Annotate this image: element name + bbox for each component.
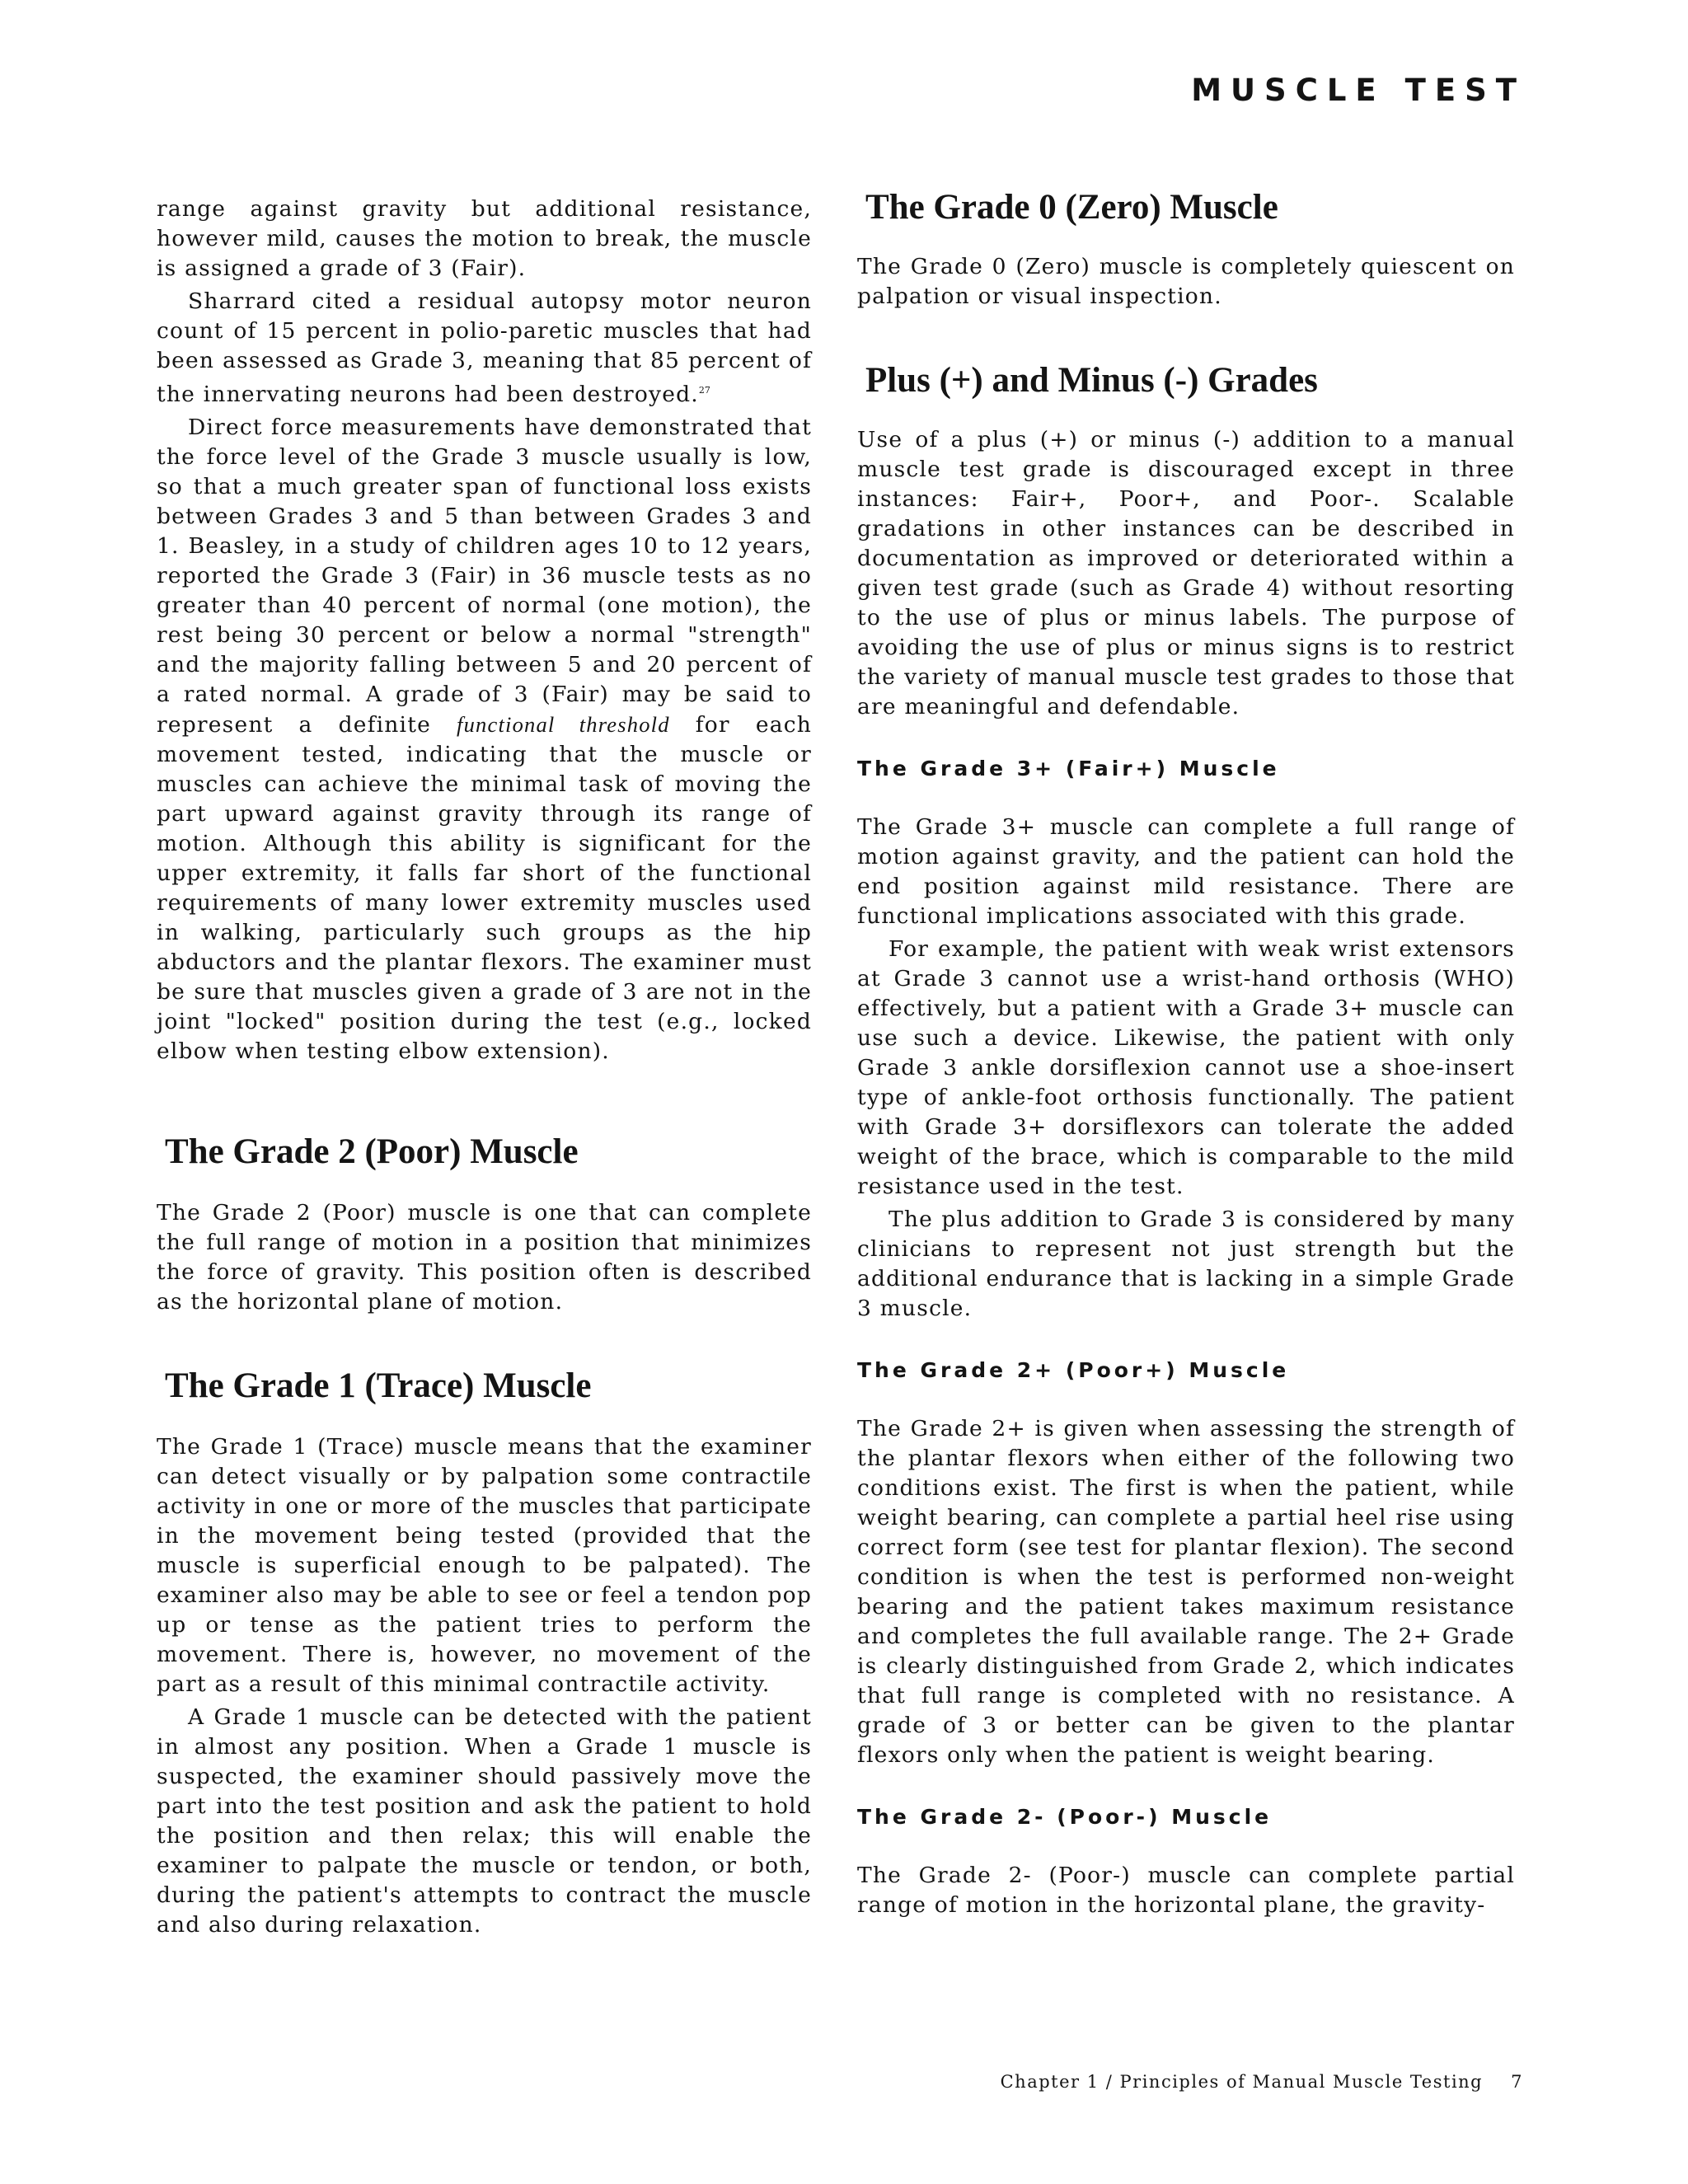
- paragraph-grade-3-plus-c: The plus addition to Grade 3 is considered by many clinicians to represent not just strength but the additional endurance that is lacking in a simple Grade 3 muscle.: [857, 1207, 1515, 1321]
- paragraph-grade-1-a: The Grade 1 (Trace) muscle means that the examiner can detect visually or by palpation some contractile activity in one or more of the muscles that participate in the movement being tested (provided that the muscle is superficial enough to be palpated). The examiner also may be able to see or feel a tendon pop up or tense as the patient tries to perform the movement. There is, however, no movement of the part as a result of this minimal contractile activity.: [157, 1433, 812, 1697]
- paragraph-direct-force-a: Direct force measurements have demonstrated that the force level of the Grade 3 muscle usually is low, so that a much greater span of functional loss exists between Grades 3 and 5 than between Grades 3 and 1. Beasley, in a study of children ages 10 to 12 years, reported the Grade 3 (Fair) in 36 muscle tests as no greater than 40 percent of normal (one motion), the rest being 30 percent or below a normal "strength" and the majority falling between 5 and 20 percent of a rated normal. A grade of 3 (Fair) may be said to represent a definite: [157, 414, 812, 738]
- footer-chapter: Chapter 1 / Principles of Manual Muscle Testing: [1000, 2072, 1484, 2092]
- reference-superscript: 27: [698, 385, 710, 396]
- paragraph-grade-2: The Grade 2 (Poor) muscle is one that can complete the full range of motion in a position that minimizes the force of gravity. This position often is described as the horizontal plane of motion.: [157, 1199, 812, 1315]
- heading-plus-minus: Plus (+) and Minus (-) Grades: [865, 361, 1318, 400]
- heading-grade-2: The Grade 2 (Poor) Muscle: [165, 1132, 579, 1171]
- heading-grade-0: The Grade 0 (Zero) Muscle: [865, 188, 1278, 227]
- paragraph-direct-force: [157, 413, 812, 1066]
- paragraph-grade-1-b: A Grade 1 muscle can be detected with the patient in almost any position. When a Grade 1 muscle is suspected, the examiner should passively move the part into the test position and ask the patient to hold the position and then relax; this will enable the examiner to palpate the muscle or tendon, or both, during the patient's attempts to contract the muscle and also during relaxation.: [157, 1704, 812, 1938]
- functional-threshold-emphasis: functional threshold: [457, 711, 670, 737]
- page-number: 7: [1511, 2072, 1523, 2092]
- paragraph-direct-force-b: for each movement tested, indicating that the muscle or muscles can achieve the minimal task of moving the part upward against gravity through its range of motion. Although this ability is significant for the upper extremity, it falls far short of the functional requirements of many lower extremity muscles used in walking, particularly such groups as the hip abductors and the plantar flexors. The examiner must be sure that muscles given a grade of 3 are not in the joint "locked" position during the test (e.g., locked elbow when testing elbow extension).: [157, 711, 813, 1064]
- paragraph-plus-minus: Use of a plus (+) or minus (-) addition to a manual muscle test grade is discouraged except in three instances: Fair+, Poor+, and Poor-. Scalable gradations in other instances can be described in documentation as improved or deteriorated within a given test grade (such as Grade 4) without resorting to the use of plus or minus labels. The purpose of avoiding the use of plus or minus signs is to restrict the variety of manual muscle test grades to those that are meaningful and defendable.: [857, 427, 1515, 719]
- paragraph-sharrard-text: Sharrard cited a residual autopsy motor neuron count of 15 percent in polio-paretic muscles that had been assessed as Grade 3, meaning that 85 percent of the innervating neurons had been destroyed.: [157, 288, 812, 407]
- heading-grade-2-plus: The Grade 2+ (Poor+) Muscle: [857, 1358, 1290, 1382]
- paragraph-grade-2-minus: The Grade 2- (Poor-) muscle can complete partial range of motion in the horizontal plane, the gravity-: [857, 1863, 1515, 1918]
- running-head: MUSCLE TEST: [1191, 73, 1526, 108]
- page-footer: [1001, 2072, 1523, 2092]
- right-column: [857, 188, 1515, 1920]
- heading-grade-3-plus: The Grade 3+ (Fair+) Muscle: [857, 757, 1280, 780]
- paragraph-grade-0: The Grade 0 (Zero) muscle is completely quiescent on palpation or visual inspection.: [857, 254, 1515, 309]
- paragraph-grade-3-plus-a: The Grade 3+ muscle can complete a full range of motion against gravity, and the patient can hold the end position against mild resistance. There are functional implications associated with this grade.: [857, 814, 1515, 929]
- left-column: [157, 194, 812, 1940]
- heading-grade-2-minus: The Grade 2- (Poor-) Muscle: [857, 1805, 1273, 1829]
- paragraph-grade-3-plus-b: For example, the patient with weak wrist extensors at Grade 3 cannot use a wrist-hand orthosis (WHO) effectively, but a patient with a Grade 3+ muscle can use such a device. Likewise, the patient with only Grade 3 ankle dorsiflexion cannot use a shoe-insert type of ankle-foot orthosis functionally. The patient with Grade 3+ dorsiflexors can tolerate the added weight of the brace, which is comparable to the mild resistance used in the test.: [857, 936, 1515, 1199]
- paragraph-grade3-end: range against gravity but additional resistance, however mild, causes the motion to break, the muscle is assigned a grade of 3 (Fair).: [157, 196, 812, 281]
- paragraph-grade-2-plus: The Grade 2+ is given when assessing the strength of the plantar flexors when either of the following two conditions exist. The first is when the patient, while weight bearing, can complete a partial heel rise using correct form (see test for plantar flexion). The second condition is when the test is performed non-weight bearing and the patient takes maximum resistance and completes the full available range. The 2+ Grade is clearly distinguished from Grade 2, which indicates that full range is completed with no resistance. A grade of 3 or better can be given to the plantar flexors only when the patient is weight bearing.: [857, 1416, 1515, 1768]
- heading-grade-1: The Grade 1 (Trace) Muscle: [165, 1366, 592, 1405]
- paragraph-sharrard: [157, 287, 812, 410]
